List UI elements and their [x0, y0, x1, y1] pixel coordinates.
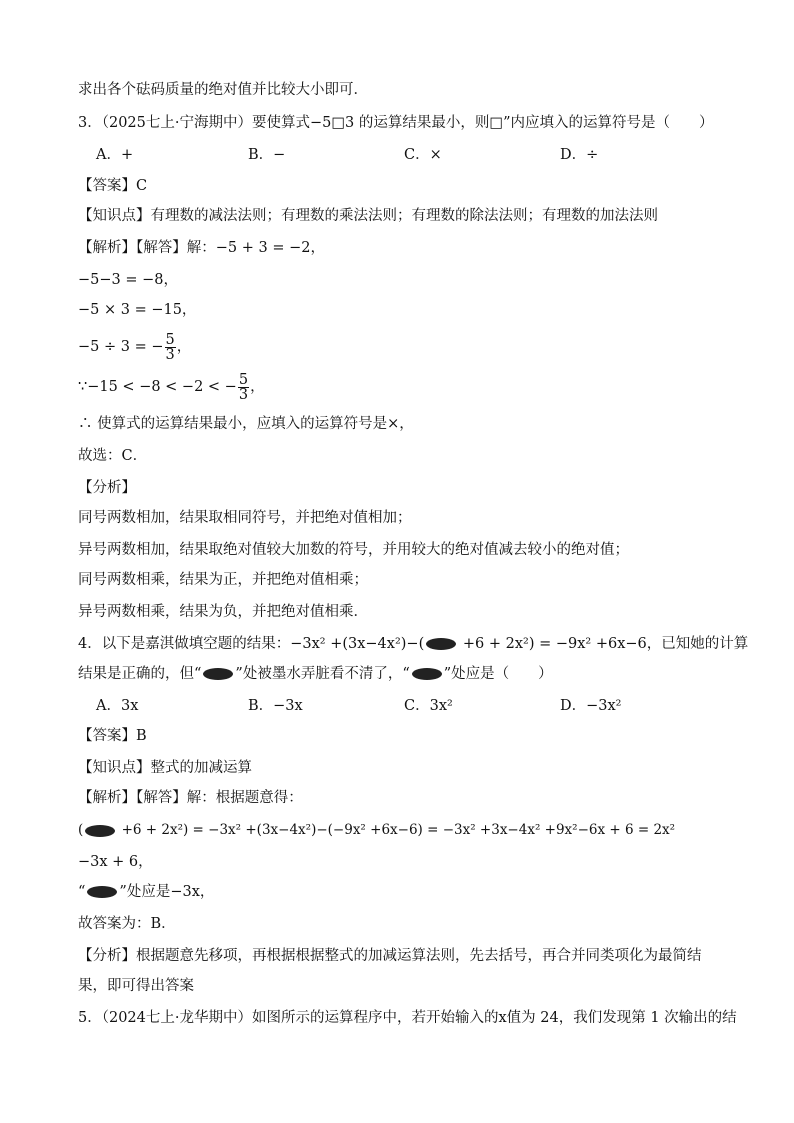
ink-blot [412, 668, 442, 680]
q3-solution-line [78, 330, 191, 364]
math-text: ∵−15 < −8 < −2 < − [78, 379, 237, 395]
q4-option-c: C．3x² [404, 698, 453, 714]
question-5-stem: 5．（2024七上·龙华期中）如图所示的运算程序中，若开始输入的x值为 24，我们发现第 1 次输出的结 [78, 1010, 737, 1026]
q3-solution-line: −5 × 3 = −15， [78, 302, 197, 318]
fraction [238, 373, 249, 402]
q4-solution-line: 【解析】【解答】解：根据题意得： [78, 790, 303, 806]
q3-knowledge-point: 【知识点】有理数的减法法则；有理数的乘法法则；有理数的除法法则；有理数的加法法则 [78, 208, 658, 224]
q3-option-d: D．÷ [560, 147, 599, 163]
math-text: −5 ÷ 3 = − [78, 339, 164, 355]
q3-analysis-line: 同号两数相乘，结果为正，并把绝对值相乘； [78, 572, 368, 588]
q4-solution-line: −3x + 6， [78, 854, 153, 870]
question-3-stem: 3．（2025七上·宁海期中）要使算式−5□3 的运算结果最小，则□”内应填入的运算符号是（ ） [78, 115, 714, 131]
q3-analysis-line: 同号两数相加，结果取相同符号，并把绝对值相加； [78, 510, 412, 526]
q4-solution-line: 故答案为：B． [78, 916, 176, 932]
q3-solution-line: 【解析】【解答】解：−5 + 3 = −2， [78, 240, 325, 256]
math-text: ， [250, 379, 265, 395]
ink-blot [426, 638, 456, 650]
q4-answer: 【答案】B [78, 728, 147, 744]
text: ”处应是（ ） [443, 666, 553, 682]
q4-knowledge-point: 【知识点】整式的加减运算 [78, 760, 252, 776]
numerator: 5 [238, 371, 249, 388]
text: “ [78, 884, 86, 900]
ink-blot [85, 825, 115, 837]
fraction [165, 333, 176, 362]
q3-option-a: A．+ [96, 147, 134, 163]
math-text: ( [78, 822, 84, 838]
denominator: 3 [165, 346, 175, 363]
q4-option-a: A．3x [96, 698, 139, 714]
q3-option-c: C．× [404, 147, 442, 163]
denominator: 3 [238, 386, 249, 403]
text-line: 求出各个砝码质量的绝对值并比较大小即可． [78, 82, 368, 98]
q3-option-b: B．− [248, 147, 286, 163]
q3-analysis-line: 异号两数相加，结果取绝对值较大加数的符号，并用较大的绝对值减去较小的绝对值； [78, 542, 629, 558]
question-4-stem [78, 634, 748, 654]
text: ”处被墨水弄脏看不清了，“ [235, 666, 410, 682]
math-text: +6 + 2x²) = −3x² +(3x−4x²)−(−9x² +6x−6) = −3x² +3x−4x² +9x²−6x + 6 = 2x² [117, 822, 676, 838]
q3-solution-line: ∴ 使算式的运算结果最小，应填入的运算符号是×， [78, 416, 414, 432]
q3-analysis-line: 异号两数相乘，结果为负，并把绝对值相乘． [78, 604, 368, 620]
ink-blot [203, 668, 233, 680]
math-text: ， [176, 339, 192, 355]
question-4-stem [78, 664, 553, 684]
text: 结果是正确的，但“ [78, 666, 202, 682]
q4-analysis-line: 【分析】根据题意先移项，再根据根据整式的加减运算法则，先去括号，再合并同类项化为最简结 [78, 948, 702, 964]
q4-option-d: D．−3x² [560, 698, 622, 714]
numerator: 5 [165, 331, 175, 348]
q4-solution-line [78, 820, 675, 840]
math-text: +6 + 2x²) = −9x² +6x−6，已知她的计算 [458, 636, 749, 652]
q3-answer: 【答案】C [78, 178, 148, 194]
q4-solution-line [78, 882, 214, 902]
math-text: 4．以下是嘉淇做填空题的结果：−3x² +(3x−4x²)−( [78, 636, 425, 652]
q4-analysis-line: 果，即可得出答案 [78, 978, 194, 994]
q3-solution-line: 故选：C． [78, 448, 148, 464]
q3-solution-line: −5−3 = −8， [78, 272, 178, 288]
ink-blot [87, 886, 117, 898]
q3-analysis-title: 【分析】 [78, 480, 136, 496]
q4-option-b: B．−3x [248, 698, 303, 714]
q3-solution-line [78, 370, 265, 404]
text: ”处应是−3x， [119, 884, 215, 900]
